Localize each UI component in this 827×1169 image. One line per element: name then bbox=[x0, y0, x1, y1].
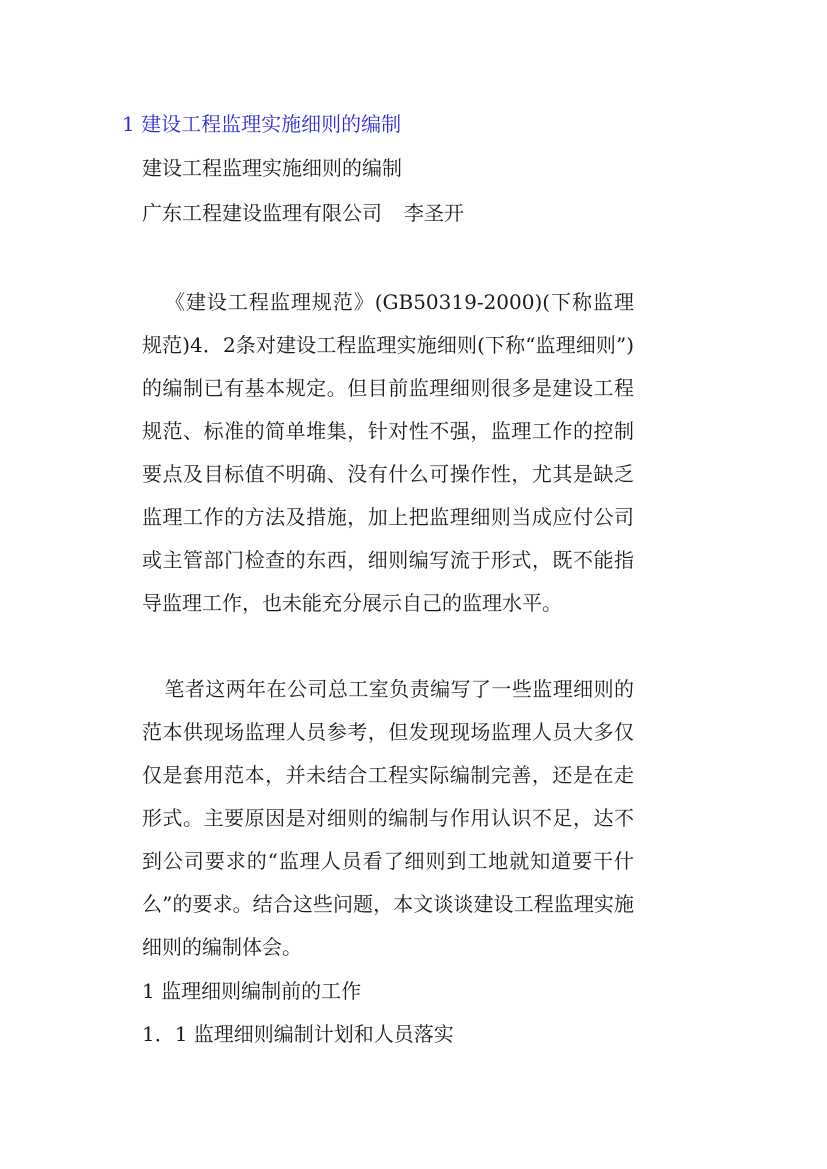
author-name: 李圣开 bbox=[404, 201, 464, 225]
paragraph-text: 笔者这两年在公司总工室负责编写了一些监理细则的范本供现场监理人员参考，但发现现场监理人员大多仅仅是套用范本，并未结合工程实际编制完善，还是在走形式。主要原因是对细则的编制与作用认识不足，达不到公司要求的“监理人员看了细则到工地就知道要干什么”的要求。结合这些问题，本文谈谈建设工程监理实施细则的编制体会。 bbox=[142, 677, 634, 959]
section-heading-1-1: 1．1 监理细则编制计划和人员落实 bbox=[142, 1022, 454, 1046]
article-title: 建设工程监理实施细则的编制 bbox=[142, 156, 402, 180]
paragraph-author-note bbox=[142, 668, 634, 969]
section-heading-1: 1 监理细则编制前的工作 bbox=[142, 979, 362, 1003]
paragraph-text: 《建设工程监理规范》(GB50319-2000)(下称监理规范)4．2条对建设工程监理实施细则(下称“监理细则”)的编制已有基本规定。但目前监理细则很多是建设工程规范、标准的简单堆集，针对性不强，监理工作的控制要点及目标值不明确、没有什么可操作性，尤其是缺乏监理工作的方法及措施，加上把监理细则当成应付公司或主管部门检查的东西，细则编写流于形式，既不能指导监理工作，也未能充分展示自己的监理水平。 bbox=[142, 290, 634, 615]
paragraph-intro bbox=[142, 281, 634, 625]
author-organization: 广东工程建设监理有限公司 bbox=[142, 201, 382, 225]
author-line bbox=[142, 197, 464, 229]
document-heading-link[interactable]: 1 建设工程监理实施细则的编制 bbox=[122, 112, 402, 136]
